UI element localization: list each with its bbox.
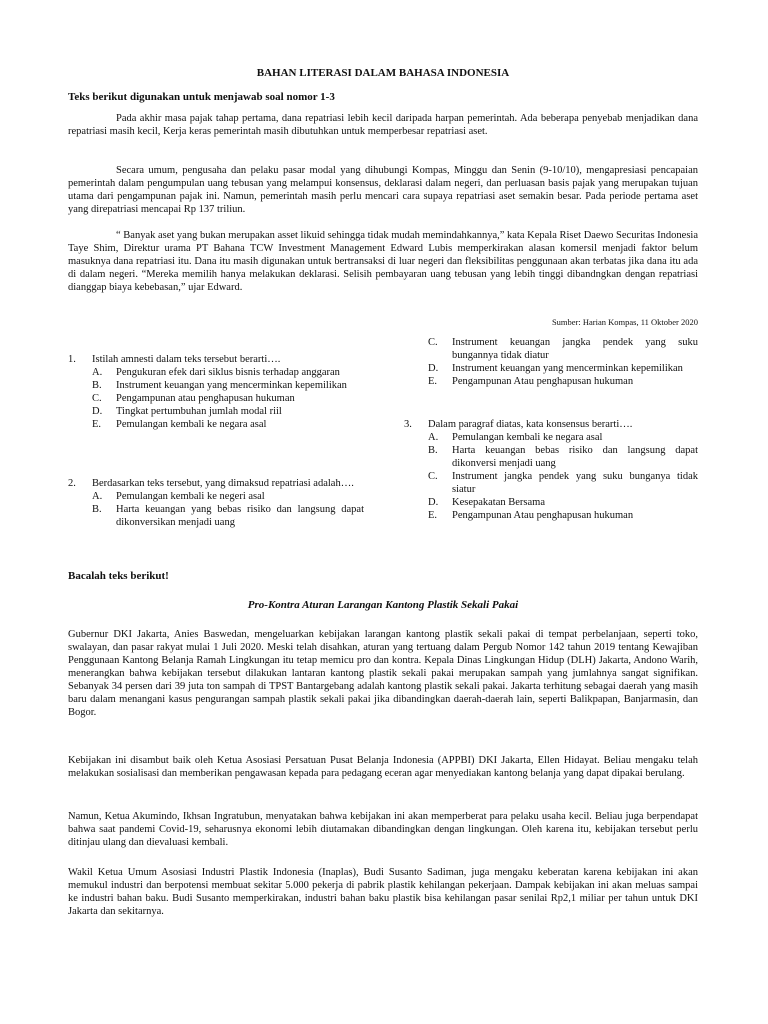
passage2-paragraph-4: Wakil Ketua Umum Asosiasi Industri Plastik Indonesia (Inaplas), Budi Susanto Sadiman, juga mengaku keberatan karena kebijakan ini akan memukul industri dan berpotensi membuat sekitar 5.000 pekerja di pabrik plastik kehilangan pekerjaan. Dampak kebijakan ini akan meluas sampai ke industri bahan baku. Budi Susanto memperkirakan, industri bahan baku plastik bisa kehilangan pasar senilai Rp2,1 miliar per tahun untuk DKI Jakarta dan sekitarnya. bbox=[68, 867, 698, 917]
read-instruction: Bacalah teks berikut! bbox=[68, 570, 169, 582]
option-1b[interactable] bbox=[68, 379, 364, 392]
question-stem bbox=[404, 418, 698, 431]
passage1-paragraph-2 bbox=[68, 164, 698, 216]
option-text: Instrument jangka pendek yang suku bunganya tidak siatur bbox=[452, 471, 698, 495]
question-2-continued bbox=[404, 336, 698, 388]
question-number: 3. bbox=[404, 419, 412, 430]
option-text: Pengampunan atau penghapusan hukuman bbox=[116, 393, 295, 404]
passage1-paragraph-2-text: Secara umum, pengusaha dan pelaku pasar modal yang dihubungi Kompas, Minggu dan Senin (9-10/10), mengapresiasi pencapaian pemerintah dalam pengumpulan uang tebusan yang melampui konsensus, deklarasi dalam negeri, dan perluasan basis pajak yang merupakan tujuan utama dari pengampunan pajak ini. Namun, pemerintah masih perlu mencari cara supaya repatriasi aset semakin besar. Pada periode pertama aset yang direpatriasi mencapai Rp 137 triliun. bbox=[68, 165, 698, 215]
question-number: 2. bbox=[68, 478, 76, 489]
option-text: Harta keuangan yang bebas risiko dan langsung dapat dikonversikan menjadi uang bbox=[116, 504, 364, 528]
option-letter: E. bbox=[428, 376, 438, 387]
option-2b[interactable] bbox=[68, 503, 364, 529]
option-letter: D. bbox=[92, 406, 103, 417]
document-title: BAHAN LITERASI DALAM BAHASA INDONESIA bbox=[256, 67, 510, 79]
option-3c[interactable] bbox=[404, 470, 698, 496]
option-3b[interactable] bbox=[404, 444, 698, 470]
option-letter: D. bbox=[428, 363, 439, 374]
option-2e[interactable] bbox=[404, 375, 698, 388]
option-letter: A. bbox=[92, 367, 103, 378]
option-text: Harta keuangan bebas risiko dan langsung dapat dikonversi menjadi uang bbox=[452, 445, 698, 469]
question-stem bbox=[68, 477, 364, 490]
option-letter: B. bbox=[92, 380, 102, 391]
question-text: Berdasarkan teks tersebut, yang dimaksud repatriasi adalah…. bbox=[92, 478, 354, 489]
question-text: Dalam paragraf diatas, kata konsensus berarti…. bbox=[428, 419, 633, 430]
option-text: Pemulangan kembali ke negara asal bbox=[452, 432, 603, 443]
option-letter: C. bbox=[92, 393, 102, 404]
article-title: Pro-Kontra Aturan Larangan Kantong Plastik Sekali Pakai bbox=[247, 599, 519, 611]
option-text: Pengampunan Atau penghapusan hukuman bbox=[452, 376, 634, 387]
passage1-paragraph-3 bbox=[68, 229, 698, 294]
option-text: Pengampunan Atau penghapusan hukuman bbox=[452, 510, 634, 521]
option-text: Instrument keuangan yang mencerminkan kepemilikan bbox=[116, 380, 347, 391]
passage1-paragraph-3-text: “ Banyak aset yang bukan merupakan asset likuid sehingga tidak mudah memindahkannya,” kata Kepala Riset Daewo Securitas Indonesia Taye Shim, Direktur urama PT Bahana TCW Investment Management Edward Lubis memperkirakan alasan komersil menjadi faktor belum masuknya dana repatriasi itu. Dana itu masih digunakan untuk bertransaksi di luar negeri dan fleksibilitas penggunaan akan terbatas jika dana itu ada di dalam negeri. “Mereka memilih hanya melakukan deklarasi. Selisih pembayaran uang tebusan yang lebih tinggi dibandngkan dengan repatriasi dianggap biaya kebebasan,” ujar Edward. bbox=[68, 230, 698, 293]
passage2-paragraph-3: Namun, Ketua Akumindo, Ikhsan Ingratubun, menyatakan bahwa kebijakan ini akan memperberat para pelaku usaha kecil. Beliau juga berpendapat bahwa saat pandemi Covid-19, seharusnya ekonomi lebih diutamakan dibandingkan dengan lingkungan. Oleh karena itu, kebijakan tersebut perlu ditinjau ulang dan dievaluasi kembali. bbox=[68, 811, 698, 848]
option-text: Pemulangan kembali ke negara asal bbox=[116, 419, 267, 430]
option-letter: D. bbox=[428, 497, 439, 508]
passage1-paragraph-1-text: Pada akhir masa pajak tahap pertama, dana repatriasi lebih kecil daripada harpan pemerintah. Ada beberapa penyebab menjadikan dana repatriasi masih kecil, Kerja keras pemerintah masih dibutuhkan untuk memperbesar repatriasi aset. bbox=[68, 113, 698, 137]
option-text: Pengukuran efek dari siklus bisnis terhadap anggaran bbox=[116, 367, 340, 378]
passage2-paragraph-1: Gubernur DKI Jakarta, Anies Baswedan, mengeluarkan kebijakan larangan kantong plastik sekali pakai di tempat perbelanjaan, seperti toko, swalayan, dan pasar rakyat mulai 1 Juli 2020. Meski telah disahkan, aturan yang tertuang dalam Pergub Nomor 142 tahun 2019 tentang Kewajiban Penggunaan Kantong Belanja Ramah Lingkungan itu tetap memicu pro dan kontra. Kepala Dinas Lingkungan Hidup (DLH) Jakarta, Andono Warih, menerangkan bahwa kebijakan tersebut dilakukan lantaran kantong plastik sekali pakai merupakan sampah yang jumlahnya sangat signifikan. Sebanyak 34 persen dari 39 juta ton sampah di TPST Bantargebang adalah kantong plastik sekali pakai. Jakarta terhitung sebagai daerah yang masih baru dalam menangani kasus pengurangan sampah plastik sekali pakai jika dibandingkan daerah-daerah lain, seperti Balikpapan, Banjarmasin, dan Bogor. bbox=[68, 629, 698, 718]
option-letter: C. bbox=[428, 471, 438, 482]
option-letter: E. bbox=[92, 419, 102, 430]
option-text: Kesepakatan Bersama bbox=[452, 497, 545, 508]
instruction-label: Teks berikut digunakan untuk menjawab soal nomor 1-3 bbox=[68, 91, 335, 103]
option-letter: E. bbox=[428, 510, 438, 521]
option-2c[interactable] bbox=[404, 336, 698, 362]
option-3a[interactable] bbox=[404, 431, 698, 444]
question-stem bbox=[68, 353, 364, 366]
option-1e[interactable] bbox=[68, 418, 364, 431]
option-2d[interactable] bbox=[404, 362, 698, 375]
option-letter: B. bbox=[92, 504, 102, 515]
option-letter: B. bbox=[428, 445, 438, 456]
option-letter: A. bbox=[428, 432, 439, 443]
question-1 bbox=[68, 353, 364, 431]
option-1d[interactable] bbox=[68, 405, 364, 418]
option-text: Tingkat pertumbuhan jumlah modal riil bbox=[116, 406, 282, 417]
option-3d[interactable] bbox=[404, 496, 698, 509]
question-3 bbox=[404, 418, 698, 522]
source-citation: Sumber: Harian Kompas, 11 Oktober 2020 bbox=[551, 317, 698, 327]
option-text: Pemulangan kembali ke negeri asal bbox=[116, 491, 265, 502]
option-1a[interactable] bbox=[68, 366, 364, 379]
option-letter: C. bbox=[428, 337, 438, 348]
question-text: Istilah amnesti dalam teks tersebut berarti…. bbox=[92, 354, 281, 365]
option-text: Instrument keuangan yang mencerminkan kepemilikan bbox=[452, 363, 683, 374]
passage1-paragraph-1 bbox=[68, 112, 698, 138]
option-1c[interactable] bbox=[68, 392, 364, 405]
option-letter: A. bbox=[92, 491, 103, 502]
option-text: Instrument keuangan jangka pendek yang suku bungannya tidak diatur bbox=[452, 337, 698, 361]
option-3e[interactable] bbox=[404, 509, 698, 522]
passage2-paragraph-2: Kebijakan ini disambut baik oleh Ketua Asosiasi Persatuan Pusat Belanja Indonesia (APPBI) DKI Jakarta, Ellen Hidayat. Beliau mengaku telah melakukan sosialisasi dan memberikan pengawasan kepada para pedagang eceran agar menyediakan kantong belanja yang dapat dipakai berulang. bbox=[68, 755, 698, 779]
option-2a[interactable] bbox=[68, 490, 364, 503]
question-2 bbox=[68, 477, 364, 529]
question-number: 1. bbox=[68, 354, 76, 365]
